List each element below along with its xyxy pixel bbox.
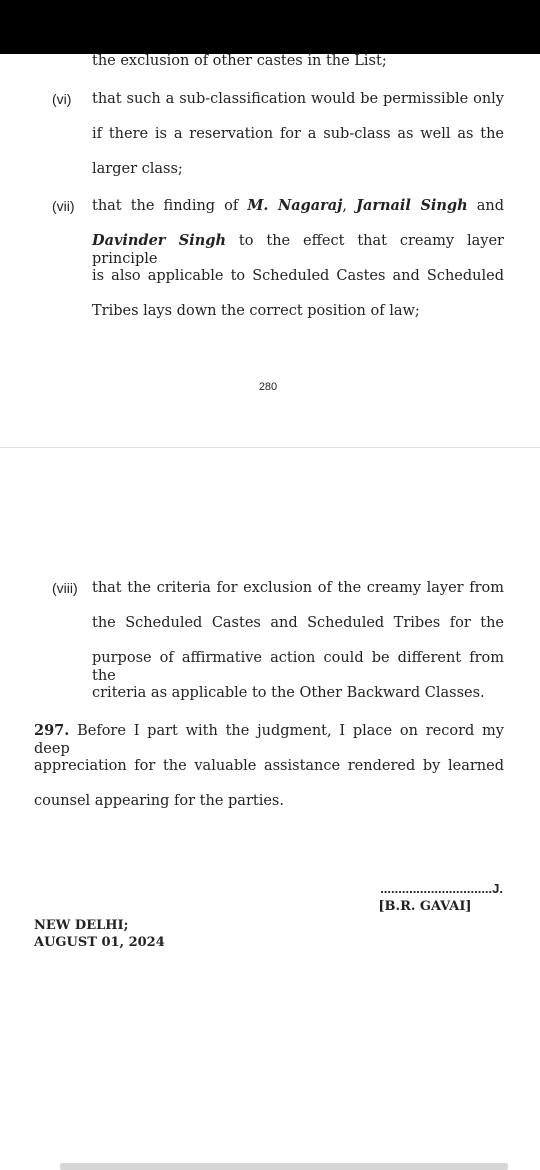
judge-name: [B.R. GAVAI] (378, 899, 472, 914)
item-vii-text: that the finding of (92, 198, 248, 214)
item-vii-separator: , (342, 198, 357, 214)
page-divider (0, 447, 540, 448)
page-number: 280 (258, 381, 278, 393)
horizontal-scrollbar[interactable] (60, 1163, 508, 1170)
item-viii-line-2: the Scheduled Castes and Scheduled Tribes for the (92, 615, 504, 631)
signature-line: ...............................J. (380, 881, 503, 896)
place: NEW DELHI; (34, 918, 129, 933)
date: AUGUST 01, 2024 (34, 935, 165, 950)
case-name-jarnail-singh: Jarnail Singh (356, 197, 468, 214)
item-vii-line-1 (92, 197, 504, 215)
para-number: 297. (34, 722, 70, 739)
item-vii-line-2 (92, 232, 504, 268)
item-vii-line-2-text: to the effect that creamy layer principle (92, 233, 504, 267)
item-vi-line-2: if there is a reservation for a sub-class as well as the (92, 126, 504, 142)
item-vi-line-1: that such a sub-classification would be permissible only (92, 91, 504, 107)
item-vii-line-3: is also applicable to Scheduled Castes and Scheduled (92, 268, 504, 284)
item-vi-line-3: larger class; (92, 161, 183, 177)
item-viii-marker: (viii) (52, 580, 78, 596)
item-viii-line-1: that the criteria for exclusion of the creamy layer from (92, 580, 504, 596)
status-bar (0, 0, 540, 54)
place-date (34, 917, 165, 951)
case-name-nagaraj: M. Nagaraj (247, 197, 343, 214)
item-vii-marker: (vii) (52, 198, 75, 214)
item-vii-line-4: Tribes lays down the correct position of law; (92, 303, 420, 319)
item-vi-marker: (vi) (52, 91, 72, 107)
case-name-davinder-singh: Davinder Singh (92, 232, 226, 249)
para-297-text: Before I part with the judgment, I place on record my deep (34, 723, 504, 757)
para-297-line-1 (34, 722, 504, 758)
item-viii-line-3: purpose of affirmative action could be different from the (92, 650, 504, 684)
para-297-line-3: counsel appearing for the parties. (34, 793, 284, 809)
item-v-tail-line: the exclusion of other castes in the List; (92, 53, 387, 69)
item-viii-line-4: criteria as applicable to the Other Backward Classes. (92, 685, 485, 701)
item-vii-text-and: and (467, 198, 505, 214)
para-297-line-2: appreciation for the valuable assistance rendered by learned (34, 758, 504, 774)
